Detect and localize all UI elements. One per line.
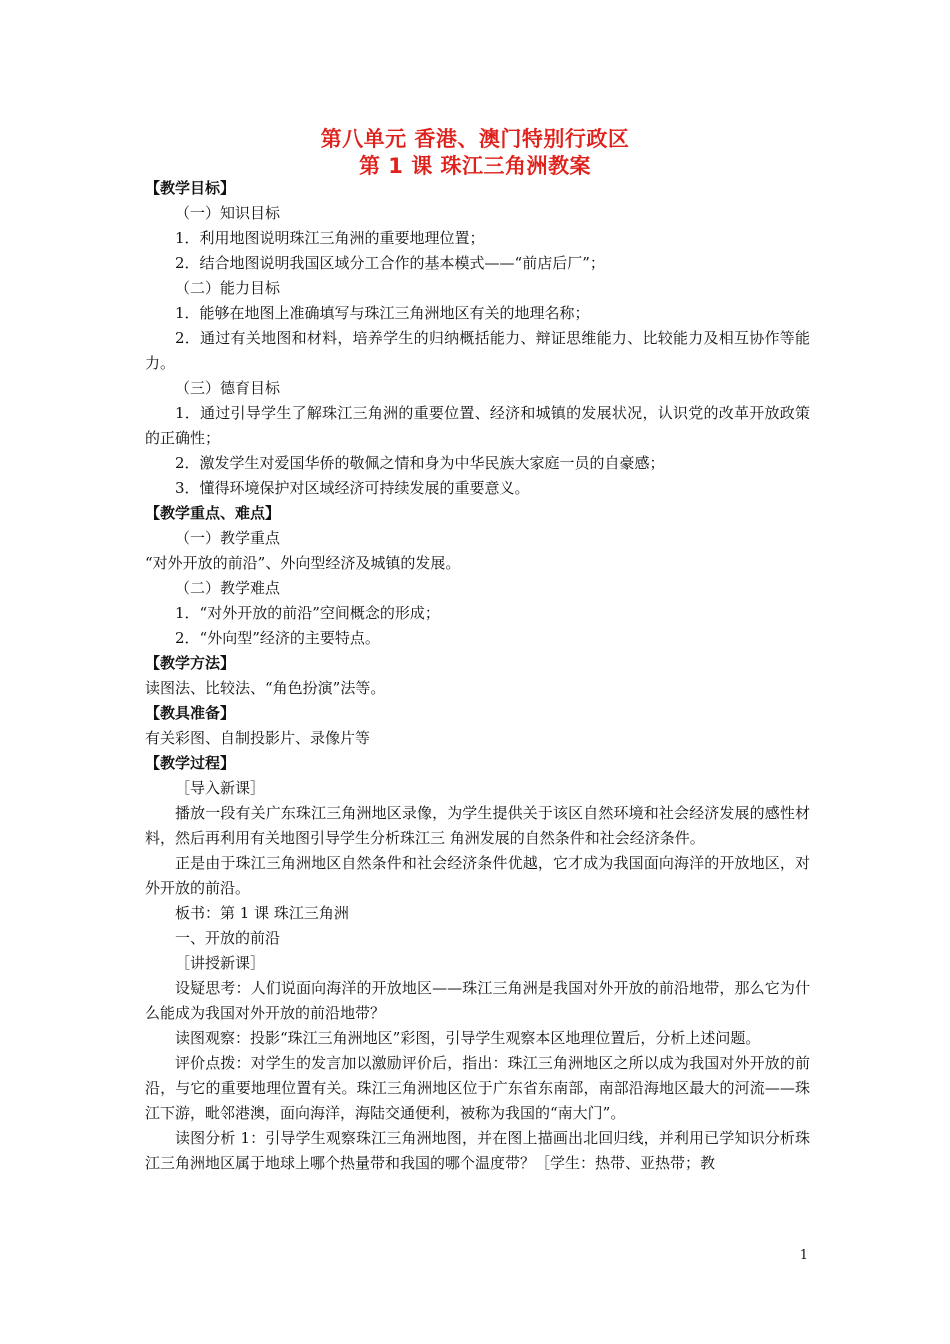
knowledge-item-1: 1．利用地图说明珠江三角洲的重要地理位置； <box>175 229 485 247</box>
analysis-paragraph: 读图分析 1：引导学生观察珠江三角洲地图，并在图上描画出北回归线，并利用已学知识分析珠江三角洲地区属于地球上哪个热量带和我国的哪个温度带？［学生：热带、亚热带；教 <box>145 1129 810 1172</box>
ability-item-2: 2．通过有关地图和材料，培养学生的归纳概括能力、辩证思维能力、比较能力及相互协作等能力。 <box>145 329 810 372</box>
difficult-item-1: 1．“对外开放的前沿”空间概念的形成； <box>175 604 440 622</box>
method-text: 读图法、比较法、“角色扮演”法等。 <box>145 679 386 697</box>
tools-heading: 【教具准备】 <box>145 704 236 722</box>
knowledge-item-2: 2．结合地图说明我国区域分工合作的基本模式——“前店后厂”； <box>175 254 605 272</box>
moral-item-3: 3．懂得环境保护对区域经济可持续发展的重要意义。 <box>175 479 530 497</box>
process-heading: 【教学过程】 <box>145 754 236 772</box>
ability-heading: （二）能力目标 <box>175 279 281 297</box>
key-heading: （一）教学重点 <box>175 529 281 547</box>
evaluation-paragraph: 评价点拨：对学生的发言加以激励评价后，指出：珠江三角洲地区之所以成为我国对外开放的前沿，与它的重要地理位置有关。珠江三角洲地区位于广东省东南部，南部沿海地区最大的河流——珠江下游，毗邻港澳，面向海洋，海陆交通便利，被称为我国的“南大门”。 <box>145 1054 810 1122</box>
moral-heading: （三）德育目标 <box>175 379 281 397</box>
board-text: 板书：第 1 课 珠江三角洲 <box>175 904 349 922</box>
keypoints-heading: 【教学重点、难点】 <box>145 504 281 522</box>
intro-paragraph-2: 正是由于珠江三角洲地区自然条件和社会经济条件优越，它才成为我国面向海洋的开放地区，对外开放的前沿。 <box>145 854 810 897</box>
unit-title: 第八单元 香港、澳门特别行政区 <box>320 127 630 151</box>
teach-label: ［讲授新课］ <box>175 954 266 972</box>
difficult-item-2: 2．“外向型”经济的主要特点。 <box>175 629 380 647</box>
moral-item-2: 2．激发学生对爱国华侨的敬佩之情和身为中华民族大家庭一员的自豪感； <box>175 454 665 472</box>
page-number: 1 <box>799 1248 808 1263</box>
map-read-paragraph: 读图观察：投影“珠江三角洲地区”彩图，引导学生观察本区地理位置后，分析上述问题。 <box>175 1029 761 1047</box>
goals-heading: 【教学目标】 <box>145 179 236 197</box>
intro-paragraph-1: 播放一段有关广东珠江三角洲地区录像，为学生提供关于该区自然环境和社会经济发展的感性材料，然后再利用有关地图引导学生分析珠江三 角洲发展的自然条件和社会经济条件。 <box>145 804 810 847</box>
document-body <box>145 176 810 1176</box>
knowledge-heading: （一）知识目标 <box>175 204 281 222</box>
section-one-heading: 一、开放的前沿 <box>175 929 281 947</box>
key-text: “对外开放的前沿”、外向型经济及城镇的发展。 <box>145 554 461 572</box>
ability-item-1: 1．能够在地图上准确填写与珠江三角洲地区有关的地理名称； <box>175 304 590 322</box>
lesson-title: 第 1 课 珠江三角洲教案 <box>358 154 592 178</box>
moral-item-1: 1．通过引导学生了解珠江三角洲的重要位置、经济和城镇的发展状况，认识党的改革开放政策的正确性； <box>145 404 810 447</box>
difficult-heading: （二）教学难点 <box>175 579 281 597</box>
method-heading: 【教学方法】 <box>145 654 236 672</box>
tools-text: 有关彩图、自制投影片、录像片等 <box>145 729 371 747</box>
intro-label: ［导入新课］ <box>175 779 266 797</box>
question-paragraph: 设疑思考：人们说面向海洋的开放地区——珠江三角洲是我国对外开放的前沿地带，那么它为什么能成为我国对外开放的前沿地带？ <box>145 979 810 1022</box>
